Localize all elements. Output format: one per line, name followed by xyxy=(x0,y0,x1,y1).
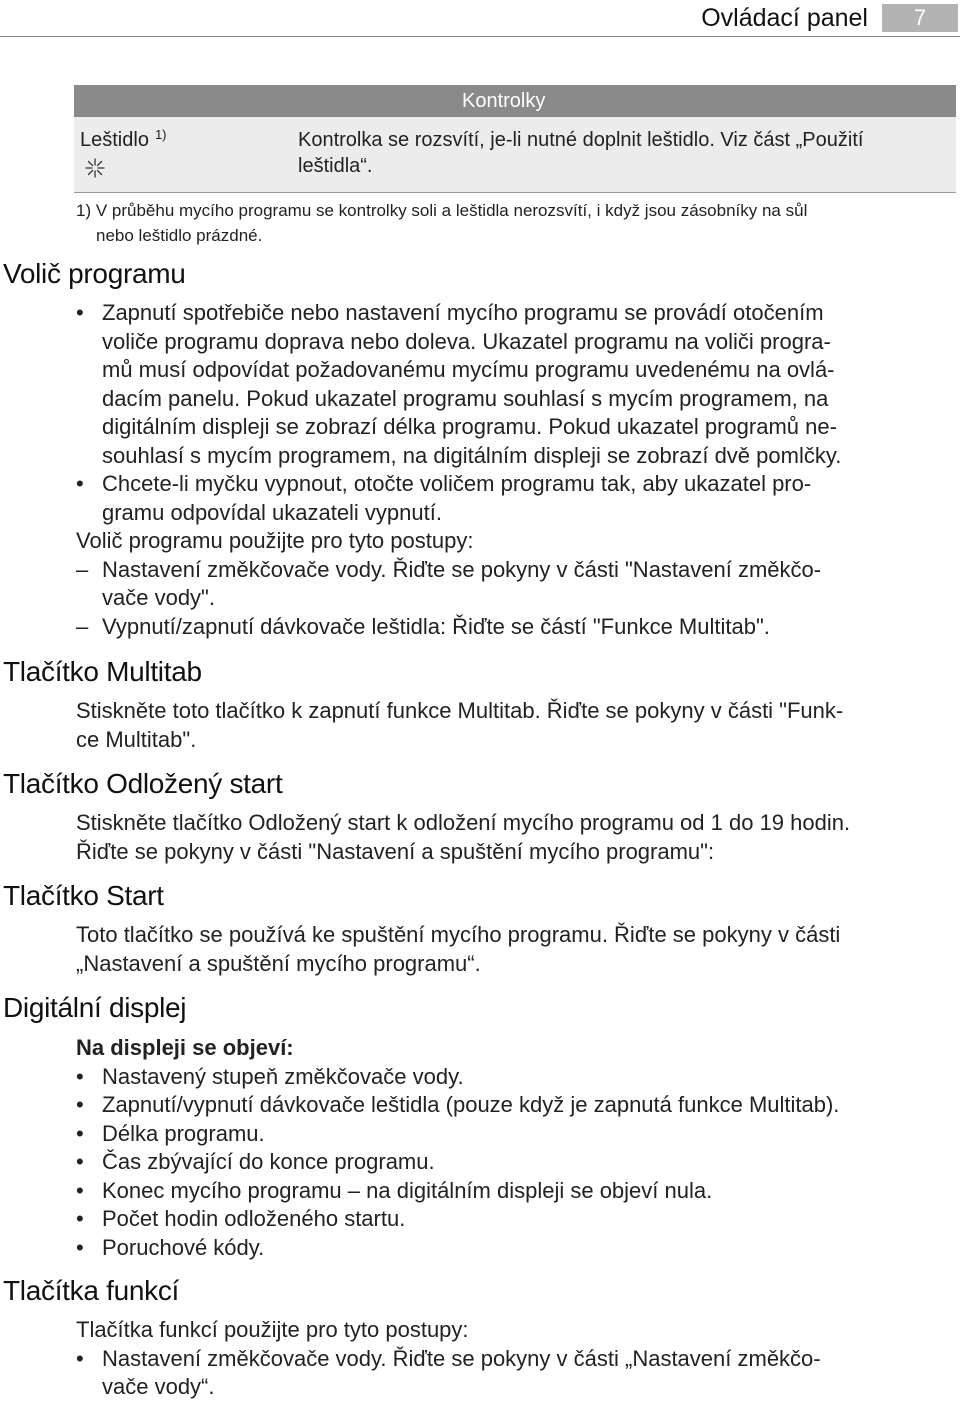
text-line: dacím panelu. Pokud ukazatel programu souhlasí s mycím programem, na xyxy=(102,385,829,411)
bullet-mark: • xyxy=(76,1063,84,1089)
heading-start-button: Tlačítko Start xyxy=(3,880,164,911)
display-subheading: Na displeji se objeví: xyxy=(76,1035,294,1060)
text-line: souhlasí s mycím programem, na digitálním displeji se zobrazí dvě pomlčky. xyxy=(102,442,842,468)
bullet-mark: • xyxy=(76,1206,84,1231)
bullet-mark: • xyxy=(76,1120,84,1146)
indicator-table-title: Kontrolky xyxy=(462,90,546,112)
delay-start-paragraph xyxy=(76,809,956,866)
indicator-name xyxy=(80,129,167,152)
heading-delay-start-button: Tlačítko Odložený start xyxy=(3,768,283,799)
indicator-description xyxy=(298,127,938,179)
text-line: voliče programu doprava nebo doleva. Ukazatel programu na voliči progra- xyxy=(102,328,831,354)
list-item-text: Délka programu. xyxy=(102,1120,265,1146)
heading-multitab-button: Tlačítko Multitab xyxy=(3,656,202,687)
page-header xyxy=(0,0,960,40)
list-item xyxy=(76,1205,956,1234)
program-selector-list xyxy=(76,299,956,641)
text-line: vače vody“. xyxy=(102,1374,215,1399)
list-item xyxy=(76,1063,956,1092)
heading-program-selector: Volič programu xyxy=(3,258,186,289)
table-row xyxy=(74,117,956,193)
dash-mark: – xyxy=(76,613,89,639)
bullet-mark: • xyxy=(76,471,84,496)
description-line: Kontrolka se rozsvítí, je-li nutné doplnit leštidlo. Viz část „Použití xyxy=(298,129,864,151)
list-item xyxy=(76,1345,956,1402)
header-divider xyxy=(0,36,960,37)
bullet-mark: • xyxy=(76,1234,84,1260)
list-item xyxy=(76,1177,956,1206)
list-item xyxy=(76,470,956,527)
text-line: mů musí odpovídat požadovanému mycímu programu uvedenému na ovlá- xyxy=(102,357,835,382)
text-line: Toto tlačítko se používá ke spuštění mycího programu. Řiďte se pokyny v části xyxy=(76,922,841,947)
dash-mark: – xyxy=(76,556,89,582)
list-item xyxy=(76,1148,956,1177)
list-item-text: Poruchové kódy. xyxy=(102,1234,265,1260)
text-line: vače vody". xyxy=(102,585,215,610)
list-item-text: Konec mycího programu – na digitálním displeji se objeví nula. xyxy=(102,1177,713,1203)
text-line: Nastavení změkčovače vody. Řiďte se pokyny v části „Nastavení změkčo- xyxy=(102,1345,821,1371)
heading-digital-display: Digitální displej xyxy=(3,992,187,1023)
text-line: Nastavení změkčovače vody. Řiďte se pokyny v části "Nastavení změkčo- xyxy=(102,556,822,582)
footnote-line: nebo leštidlo prázdné. xyxy=(96,226,263,245)
list-item-text: Počet hodin odloženého startu. xyxy=(102,1206,406,1231)
list-item-text: Čas zbývající do konce programu. xyxy=(102,1149,435,1174)
text-line: Řiďte se pokyny v části "Nastavení a spuštění mycího programu": xyxy=(76,838,715,864)
indicator-table xyxy=(74,85,956,193)
text-line: digitálním displeji se zobrazí délka programu. Pokud ukazatel programů ne- xyxy=(102,414,837,439)
indicator-table-header xyxy=(74,85,956,117)
bullet-mark: • xyxy=(76,1149,84,1174)
function-buttons-list xyxy=(76,1316,956,1402)
footnote-line: 1) V průběhu mycího programu se kontrolky soli a leštidla nerozsvítí, i když jsou zásobníky na sůl xyxy=(76,201,808,220)
text-line: Zapnutí spotřebiče nebo nastavení mycího programu se provádí otočením xyxy=(102,300,824,325)
indicator-name-text: Leštidlo xyxy=(80,129,149,151)
display-list xyxy=(76,1034,956,1262)
section-title: Ovládací panel xyxy=(701,4,868,32)
list-item xyxy=(76,1234,956,1263)
start-paragraph xyxy=(76,921,956,978)
text-line: „Nastavení a spuštění mycího programu“. xyxy=(76,950,481,976)
bullet-mark: • xyxy=(76,1177,84,1203)
list-item xyxy=(76,1091,956,1120)
text-line: gramu odpovídal ukazateli vypnutí. xyxy=(102,499,442,525)
list-item-text: Nastavený stupeň změkčovače vody. xyxy=(102,1063,464,1089)
heading-function-buttons: Tlačítka funkcí xyxy=(3,1275,180,1306)
description-line: leštidla“. xyxy=(298,155,373,177)
list-item xyxy=(76,556,956,613)
text-line: Vypnutí/zapnutí dávkovače leštidla: Řiďte se částí "Funkce Multitab". xyxy=(102,613,770,639)
procedures-intro: Volič programu použijte pro tyto postupy: xyxy=(76,528,474,553)
footnote xyxy=(76,198,956,248)
text-line: Stiskněte tlačítko Odložený start k odložení mycího programu od 1 do 19 hodin. xyxy=(76,810,851,835)
list-item-text: Zapnutí/vypnutí dávkovače leštidla (pouze když je zapnutá funkce Multitab). xyxy=(102,1092,840,1117)
bullet-mark: • xyxy=(76,1345,84,1371)
multitab-paragraph xyxy=(76,697,956,754)
footnote-ref: 1) xyxy=(154,127,167,142)
text-line: Stiskněte toto tlačítko k zapnutí funkce Multitab. Řiďte se pokyny v části "Funk- xyxy=(76,698,844,723)
text-line: Chcete-li myčku vypnout, otočte voličem programu tak, aby ukazatel pro- xyxy=(102,471,812,496)
procedures-intro: Tlačítka funkcí použijte pro tyto postupy: xyxy=(76,1317,469,1342)
rinse-aid-sparkle-icon xyxy=(84,157,106,179)
bullet-mark: • xyxy=(76,1092,84,1117)
list-item xyxy=(76,1120,956,1149)
bullet-mark: • xyxy=(76,300,84,325)
list-item xyxy=(76,299,956,470)
list-item xyxy=(76,613,956,642)
text-line: ce Multitab". xyxy=(76,726,197,752)
page-number: 7 xyxy=(882,4,958,32)
